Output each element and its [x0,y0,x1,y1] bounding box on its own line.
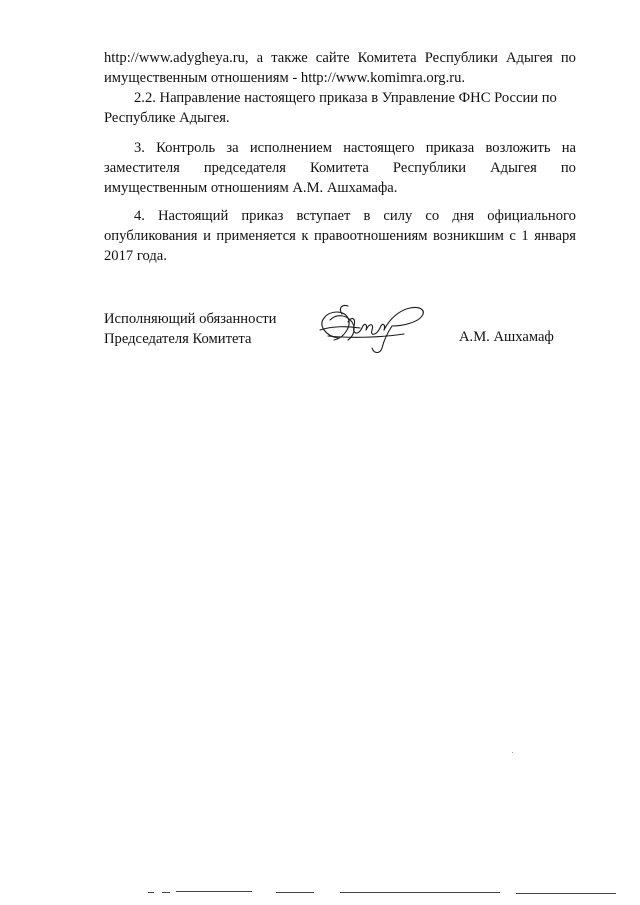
scan-edge-line [162,892,170,893]
word: Республики [424,50,498,66]
scan-edge-line [340,892,500,893]
justified-line [104,48,576,68]
word: за [226,140,239,156]
word: с [509,228,516,244]
word: силу [383,208,413,224]
scan-edge-line [148,892,154,893]
justified-line [104,158,576,178]
word: приказ [241,208,284,224]
word: также [271,50,308,66]
word: настоящего [343,140,415,156]
word: опубликования [104,228,198,244]
signatory-title-line: Председателя Комитета [104,331,252,347]
word: со [425,208,440,224]
word: заместителя [104,160,180,176]
word: дня [452,208,475,224]
word: вступает [296,208,351,224]
paragraph-line: Республике Адыгея. [104,110,230,126]
word: Адыгея [506,50,553,66]
paragraph-line: 2017 года. [104,248,167,264]
scan-edge-line [276,892,314,893]
word: Контроль [156,140,216,156]
paragraph-3 [104,138,576,198]
word: председателя [203,160,286,176]
signatory-title-line: Исполняющий обязанности [104,311,277,327]
word: а [256,50,264,66]
word: приказа [425,140,475,156]
paragraph-line: имущественным отношениям - http://www.komimra.org.ru. [104,70,466,86]
scan-edge-line [516,893,616,894]
justified-line [104,226,576,246]
scan-speck [512,752,513,753]
paragraph-line: имущественным отношениям А.М. Ашхамафа. [104,180,398,196]
signatory-title [104,310,276,350]
word: и [203,228,211,244]
paragraph-2-2 [104,88,576,128]
paragraph-4 [104,206,576,266]
justified-line [104,138,576,158]
word: в [363,208,371,224]
word: 4. [134,208,145,224]
word: Настоящий [158,208,229,224]
word: Комитета [309,160,369,176]
word: января [534,228,576,244]
paragraph-line: 2.2. Направление настоящего приказа в Управление ФНС России по [134,90,557,106]
url-adygheya: http://www.adygheya.ru, [104,50,249,66]
word: по [560,160,576,176]
word: официального [487,208,576,224]
word: Адыгея [490,160,537,176]
word: на [561,140,576,156]
word: возникшим [433,228,504,244]
word: исполнением [249,140,332,156]
word: 3. [134,140,145,156]
word: 1 [521,228,529,244]
word: Республики [392,160,467,176]
word: к [301,228,309,244]
word: правоотношениям [313,228,428,244]
word: сайте [315,50,350,66]
signatory-name: А.М. Ашхамаф [459,329,554,345]
word: по [560,50,576,66]
handwritten-signature [308,296,432,356]
scan-edge-line [176,891,252,892]
paragraph-site-links [104,48,576,88]
word: возложить [485,140,551,156]
justified-line [104,206,576,226]
word: Комитета [357,50,417,66]
word: применяется [216,228,296,244]
